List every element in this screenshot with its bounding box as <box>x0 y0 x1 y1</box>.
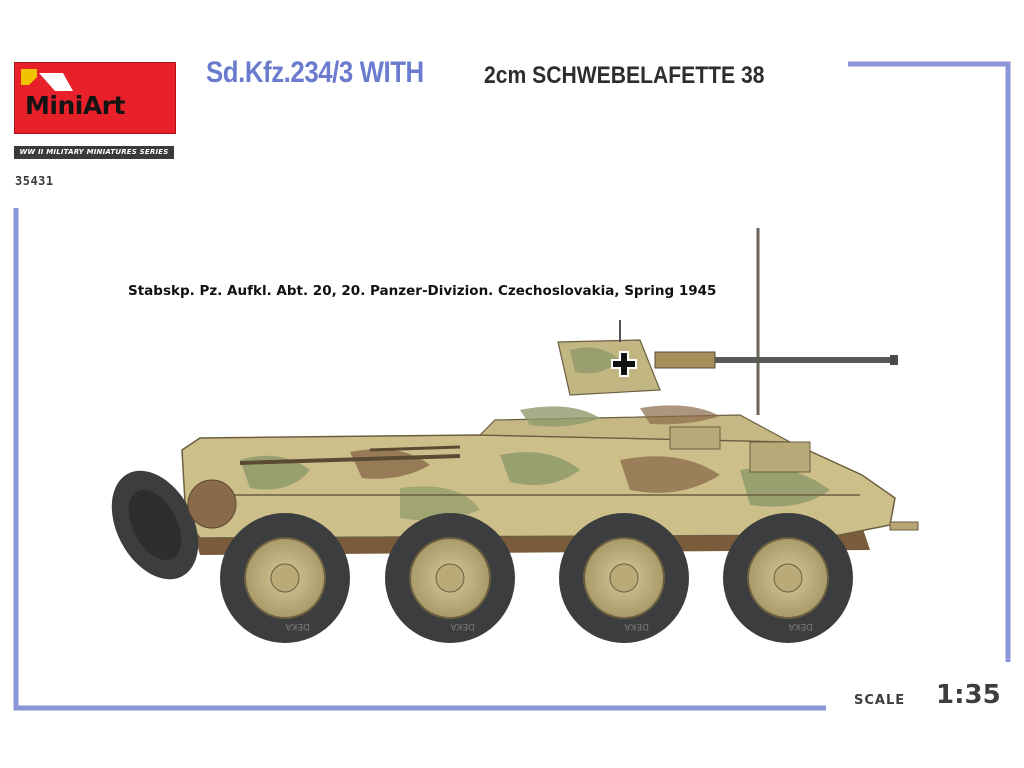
logo-wordmark: MiniArt <box>25 91 125 120</box>
page-subtitle: 2cm SCHWEBELAFETTE 38 <box>484 62 765 89</box>
svg-text:DEKA: DEKA <box>788 621 813 631</box>
wheel <box>220 513 350 643</box>
unit-caption: Stabskp. Pz. Aufkl. Abt. 20, 20. Panzer-Divizion. Czechoslovakia, Spring 1945 <box>128 283 717 299</box>
wheel <box>559 513 689 643</box>
armored-car-illustration <box>100 220 930 650</box>
svg-text:DEKA: DEKA <box>450 621 475 631</box>
gun-breech <box>655 352 715 368</box>
scale-label: SCALE <box>854 693 906 708</box>
wheel <box>385 513 515 643</box>
miniart-logo <box>14 62 176 134</box>
svg-text:DEKA: DEKA <box>624 621 649 631</box>
kit-number: 35431 <box>15 174 54 188</box>
gun-barrel <box>715 357 897 363</box>
page-title: Sd.Kfz.234/3 WITH <box>206 56 424 89</box>
scale-value: 1:35 <box>936 680 1001 710</box>
series-banner: WW II MILITARY MINIATURES SERIES <box>14 146 174 159</box>
svg-text:DEKA: DEKA <box>285 621 310 631</box>
wheel <box>723 513 853 643</box>
